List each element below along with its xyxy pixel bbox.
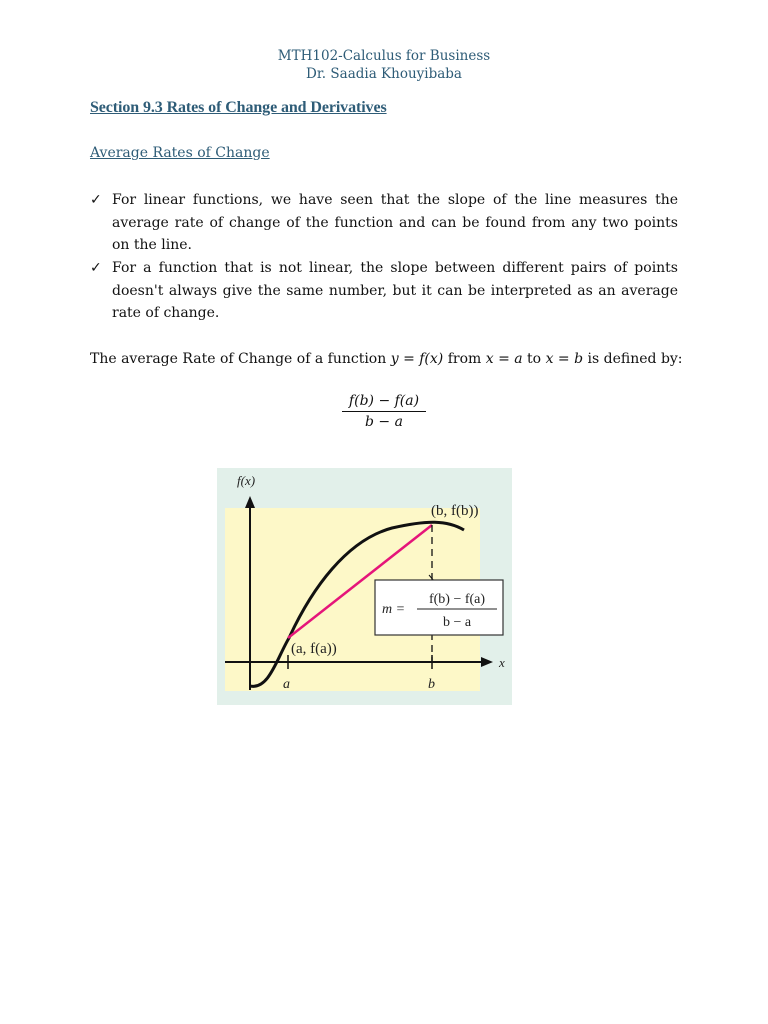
x-axis-label: x (499, 655, 505, 670)
slope-denominator: b − a (442, 615, 472, 630)
secant-diagram (217, 468, 512, 705)
definition-text: from (443, 351, 486, 367)
definition-text: is defined by: (583, 351, 683, 367)
function-expression: y = f(x) (390, 351, 444, 367)
end-expression: x = b (545, 351, 584, 367)
slope-numerator: f(b) − f(a) (428, 592, 486, 607)
slope-m-label: m = (382, 602, 406, 617)
instructor-name: Dr. Saadia Khouyibaba (306, 66, 462, 82)
checkmark-icon: ✓ (90, 260, 102, 276)
bullet-text: For a function that is not linear, the slope between different pairs of points doesn't always give the same number, but it can be interpreted as an average rate of change. (112, 260, 678, 321)
definition-text: The average Rate of Change of a function (90, 351, 391, 367)
course-title: MTH102-Calculus for Business (277, 48, 491, 64)
point-a-label: (a, f(a)) (291, 641, 337, 657)
definition-sentence (90, 348, 690, 370)
bullet-text: For linear functions, we have seen that the slope of the line measures the average rate of change of the function and can be found from any two points on the line. (112, 192, 678, 253)
tick-a-label: a (283, 677, 290, 692)
subheading: Average Rates of Change (90, 145, 270, 161)
page-header (0, 47, 768, 83)
bullet-item (90, 189, 678, 257)
formula-denominator: b − a (365, 414, 403, 430)
checkmark-icon: ✓ (90, 192, 102, 208)
start-expression: x = a (485, 351, 523, 367)
secant-line-figure (217, 468, 512, 705)
average-rate-formula (334, 393, 434, 430)
tick-b-label: b (428, 677, 435, 692)
point-b-label: (b, f(b)) (431, 503, 479, 519)
section-title: Section 9.3 Rates of Change and Derivatives (90, 99, 387, 116)
formula-numerator: f(b) − f(a) (348, 393, 420, 409)
y-axis-label: f(x) (237, 473, 256, 488)
bullet-item (90, 257, 678, 325)
definition-text: to (522, 351, 546, 367)
